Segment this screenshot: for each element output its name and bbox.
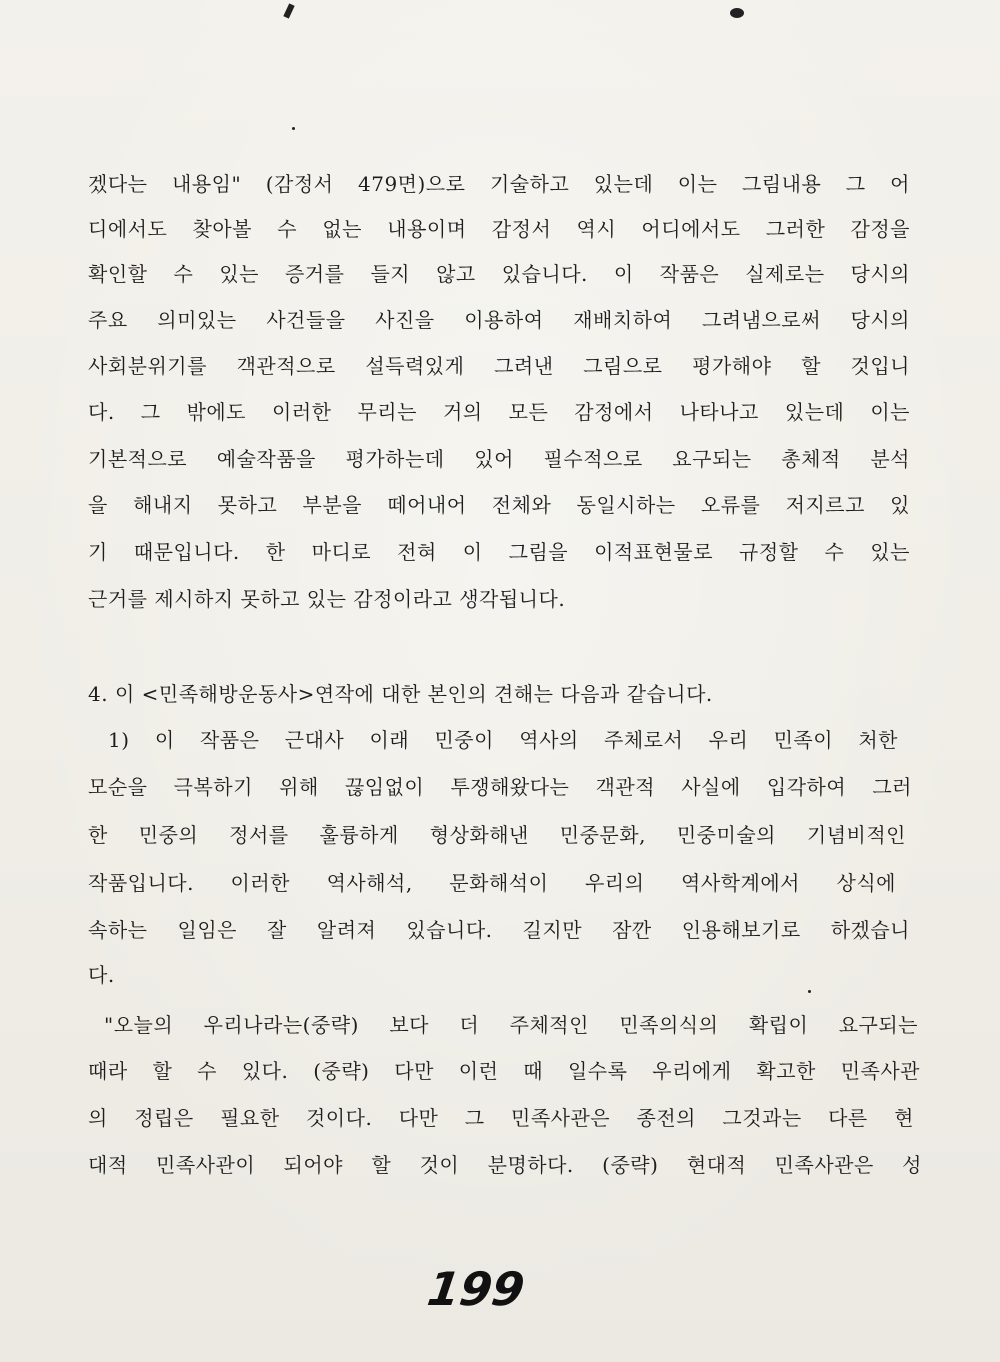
text-line: 다. 그 밖에도 이러한 무리는 거의 모든 감정에서 나타나고 있는데 이는 <box>88 400 910 424</box>
quote-line: 대적 민족사관이 되어야 할 것이 분명하다. (중략) 현대적 민족사관은 성 <box>88 1153 922 1177</box>
text-line: 속하는 일임은 잘 알려져 있습니다. 길지만 잠깐 인용해보기로 하겠습니 <box>88 918 910 942</box>
text-line: 다. <box>88 963 115 987</box>
text-line: 작품입니다. 이러한 역사해석, 문화해석이 우리의 역사학계에서 상식에 <box>88 871 896 895</box>
text-line: 주요 의미있는 사건들을 사진을 이용하여 재배치하여 그려냄으로써 당시의 <box>88 308 910 332</box>
text-line: 사회분위기를 객관적으로 설득력있게 그려낸 그림으로 평가해야 할 것입니 <box>88 354 910 378</box>
scan-mark <box>283 3 294 18</box>
text-line: 근거를 제시하지 못하고 있는 감정이라고 생각됩니다. <box>88 587 566 611</box>
text-line: 기 때문입니다. 한 마디로 전혀 이 그림을 이적표현물로 규정할 수 있는 <box>88 540 910 564</box>
text-line: 모순을 극복하기 위해 끊임없이 투쟁해왔다는 객관적 사실에 입각하여 그러 <box>88 775 912 799</box>
page-number: 199 <box>424 1262 528 1316</box>
scan-mark <box>292 127 295 130</box>
text-line: 확인할 수 있는 증거를 들지 않고 있습니다. 이 작품은 실제로는 당시의 <box>88 262 910 286</box>
section-heading: 4. 이 <민족해방운동사>연작에 대한 본인의 견해는 다음과 같습니다. <box>88 682 713 706</box>
text-line: 한 민중의 정서를 훌륭하게 형상화해낸 민중문화, 민중미술의 기념비적인 <box>88 823 906 847</box>
text-line: 디에서도 찾아볼 수 없는 내용이며 감정서 역시 어디에서도 그러한 감정을 <box>88 217 910 241</box>
quote-line: 의 정립은 필요한 것이다. 다만 그 민족사관은 종전의 그것과는 다른 현 <box>88 1106 914 1130</box>
text-line: 1) 이 작품은 근대사 이래 민중이 역사의 주체로서 우리 민족이 처한 <box>108 728 898 752</box>
quote-line: 때라 할 수 있다. (중략) 다만 이런 때 일수록 우리에게 확고한 민족사관 <box>88 1059 920 1083</box>
text-line: 기본적으로 예술작품을 평가하는데 있어 필수적으로 요구되는 총체적 분석 <box>88 447 910 471</box>
scan-mark <box>808 990 811 993</box>
quote-line: "오늘의 우리나라는(중략) 보다 더 주체적인 민족의식의 확립이 요구되는 <box>104 1013 918 1037</box>
text-line: 을 해내지 못하고 부분을 떼어내어 전체와 동일시하는 오류를 저지르고 있 <box>88 493 910 517</box>
text-line: 겠다는 내용임" (감정서 479면)으로 기술하고 있는데 이는 그림내용 그 어 <box>88 172 910 196</box>
scan-mark <box>730 8 744 18</box>
